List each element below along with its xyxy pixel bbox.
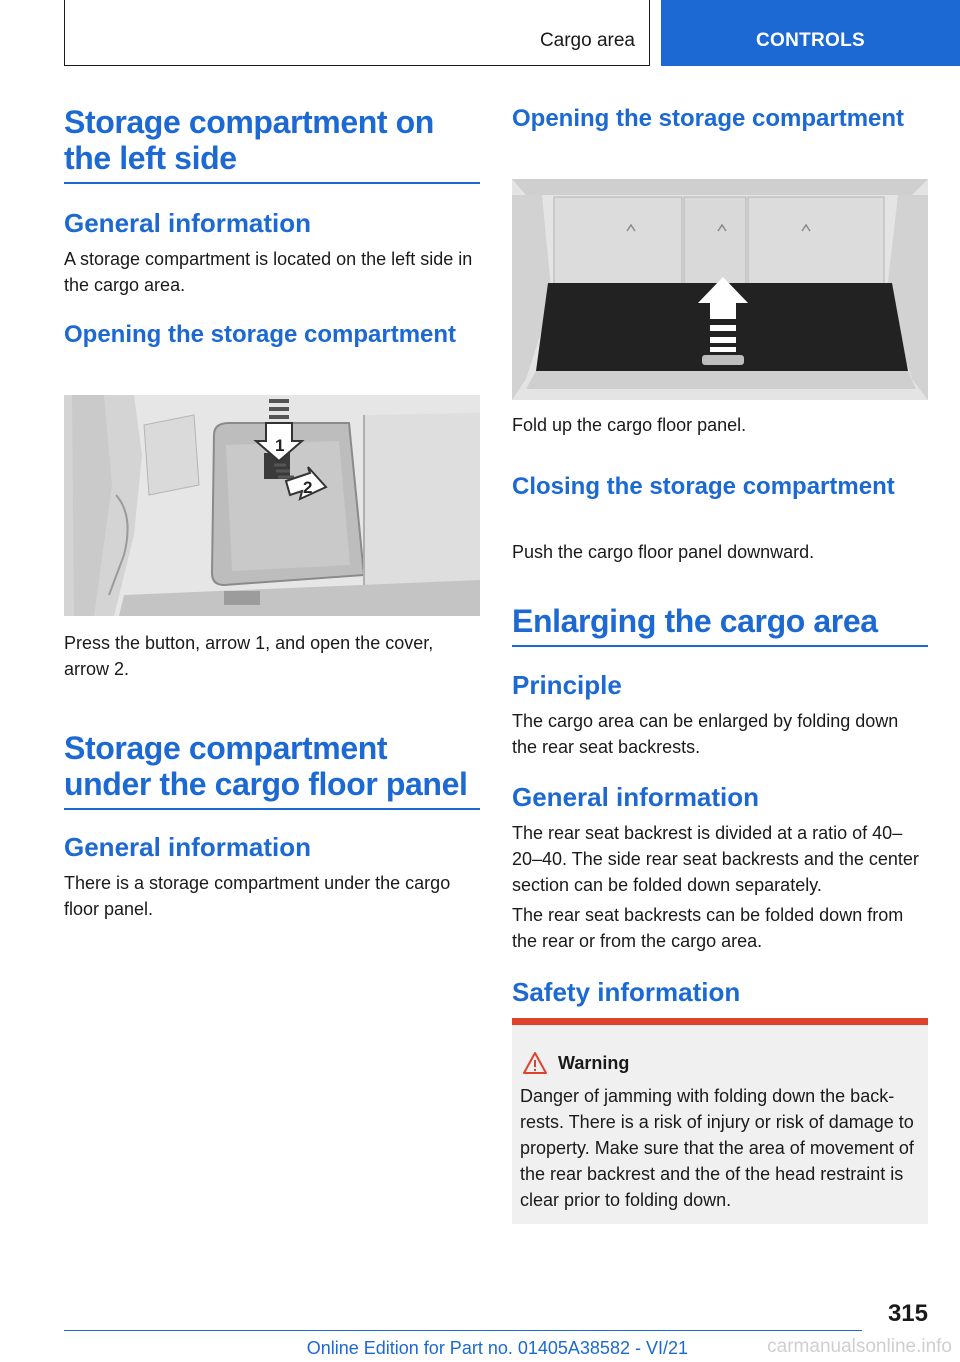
figure-cargo-floor-illustration [512, 179, 928, 400]
paragraph-general-information-2: There is a storage compartment under the cargo floor panel. [64, 873, 451, 919]
figure-label-arrow-1: 1 [275, 436, 285, 455]
heading-general-information-3: General information [512, 782, 760, 812]
paragraph-closing-storage: Push the cargo floor panel downward. [512, 542, 815, 562]
figure-cargo-floor-panel [512, 179, 928, 400]
header-section-title: Cargo area [539, 30, 635, 51]
warning-title: Warning [558, 1053, 630, 1073]
heading-principle: Principle [512, 670, 622, 700]
heading-opening-storage-2: Opening the storage compartment [512, 105, 905, 132]
paragraph-general-information-1: A storage compartment is located on the left side in the cargo area. [64, 249, 473, 295]
heading-opening-storage-1: Opening the storage compartment [64, 321, 457, 348]
heading-storage-under-floor: Storage compartment under the cargo floor panel [64, 730, 480, 810]
heading-storage-left-side: Storage compartment on the left side [64, 104, 480, 184]
warning-triangle-icon [522, 1051, 548, 1075]
page-number: 315 [887, 1300, 928, 1327]
heading-enlarging-cargo-area: Enlarging the cargo area [512, 603, 928, 647]
warning-body: Danger of jamming with folding down the backrests. There is a risk of injury or risk of damage to property. Make sure that the area of movement of the rear backrest and the of the head restraint is clear prior to folding down. [520, 1086, 914, 1210]
paragraph-general-information-3b: The rear seat backrests can be folded down from the rear or from the cargo area. [512, 905, 904, 951]
figure-label-arrow-2: 2 [303, 478, 313, 497]
header-chapter-tab [661, 0, 960, 66]
header-chapter-title: CONTROLS [755, 30, 865, 51]
paragraph-principle: The cargo area can be enlarged by folding down the rear seat backrests. [512, 711, 899, 757]
heading-general-information-1: General information [64, 208, 312, 238]
heading-general-information-2: General information [64, 832, 312, 862]
header-section-box [64, 0, 650, 66]
heading-closing-storage: Closing the storage compartment [512, 473, 895, 500]
figure-left-storage-illustration [64, 395, 480, 616]
caption-figure-left-storage: Press the button, arrow 1, and open the cover, arrow 2. [64, 633, 434, 679]
paragraph-general-information-3a: The rear seat backrest is divided at a ratio of 40–20–40. The side rear seat backrests and the center section can be folded down separately. [512, 823, 919, 895]
footer-watermark: carmanualsonline.info [767, 1336, 952, 1357]
caption-figure-cargo-floor: Fold up the cargo floor panel. [512, 415, 747, 435]
heading-safety-information: Safety information [512, 977, 741, 1007]
warning-box [512, 1018, 928, 1224]
footer-divider [64, 1330, 862, 1331]
footer-edition: Online Edition for Part no. 01405A38582 - VI/21 [306, 1338, 688, 1358]
figure-left-storage-compartment [64, 395, 480, 616]
